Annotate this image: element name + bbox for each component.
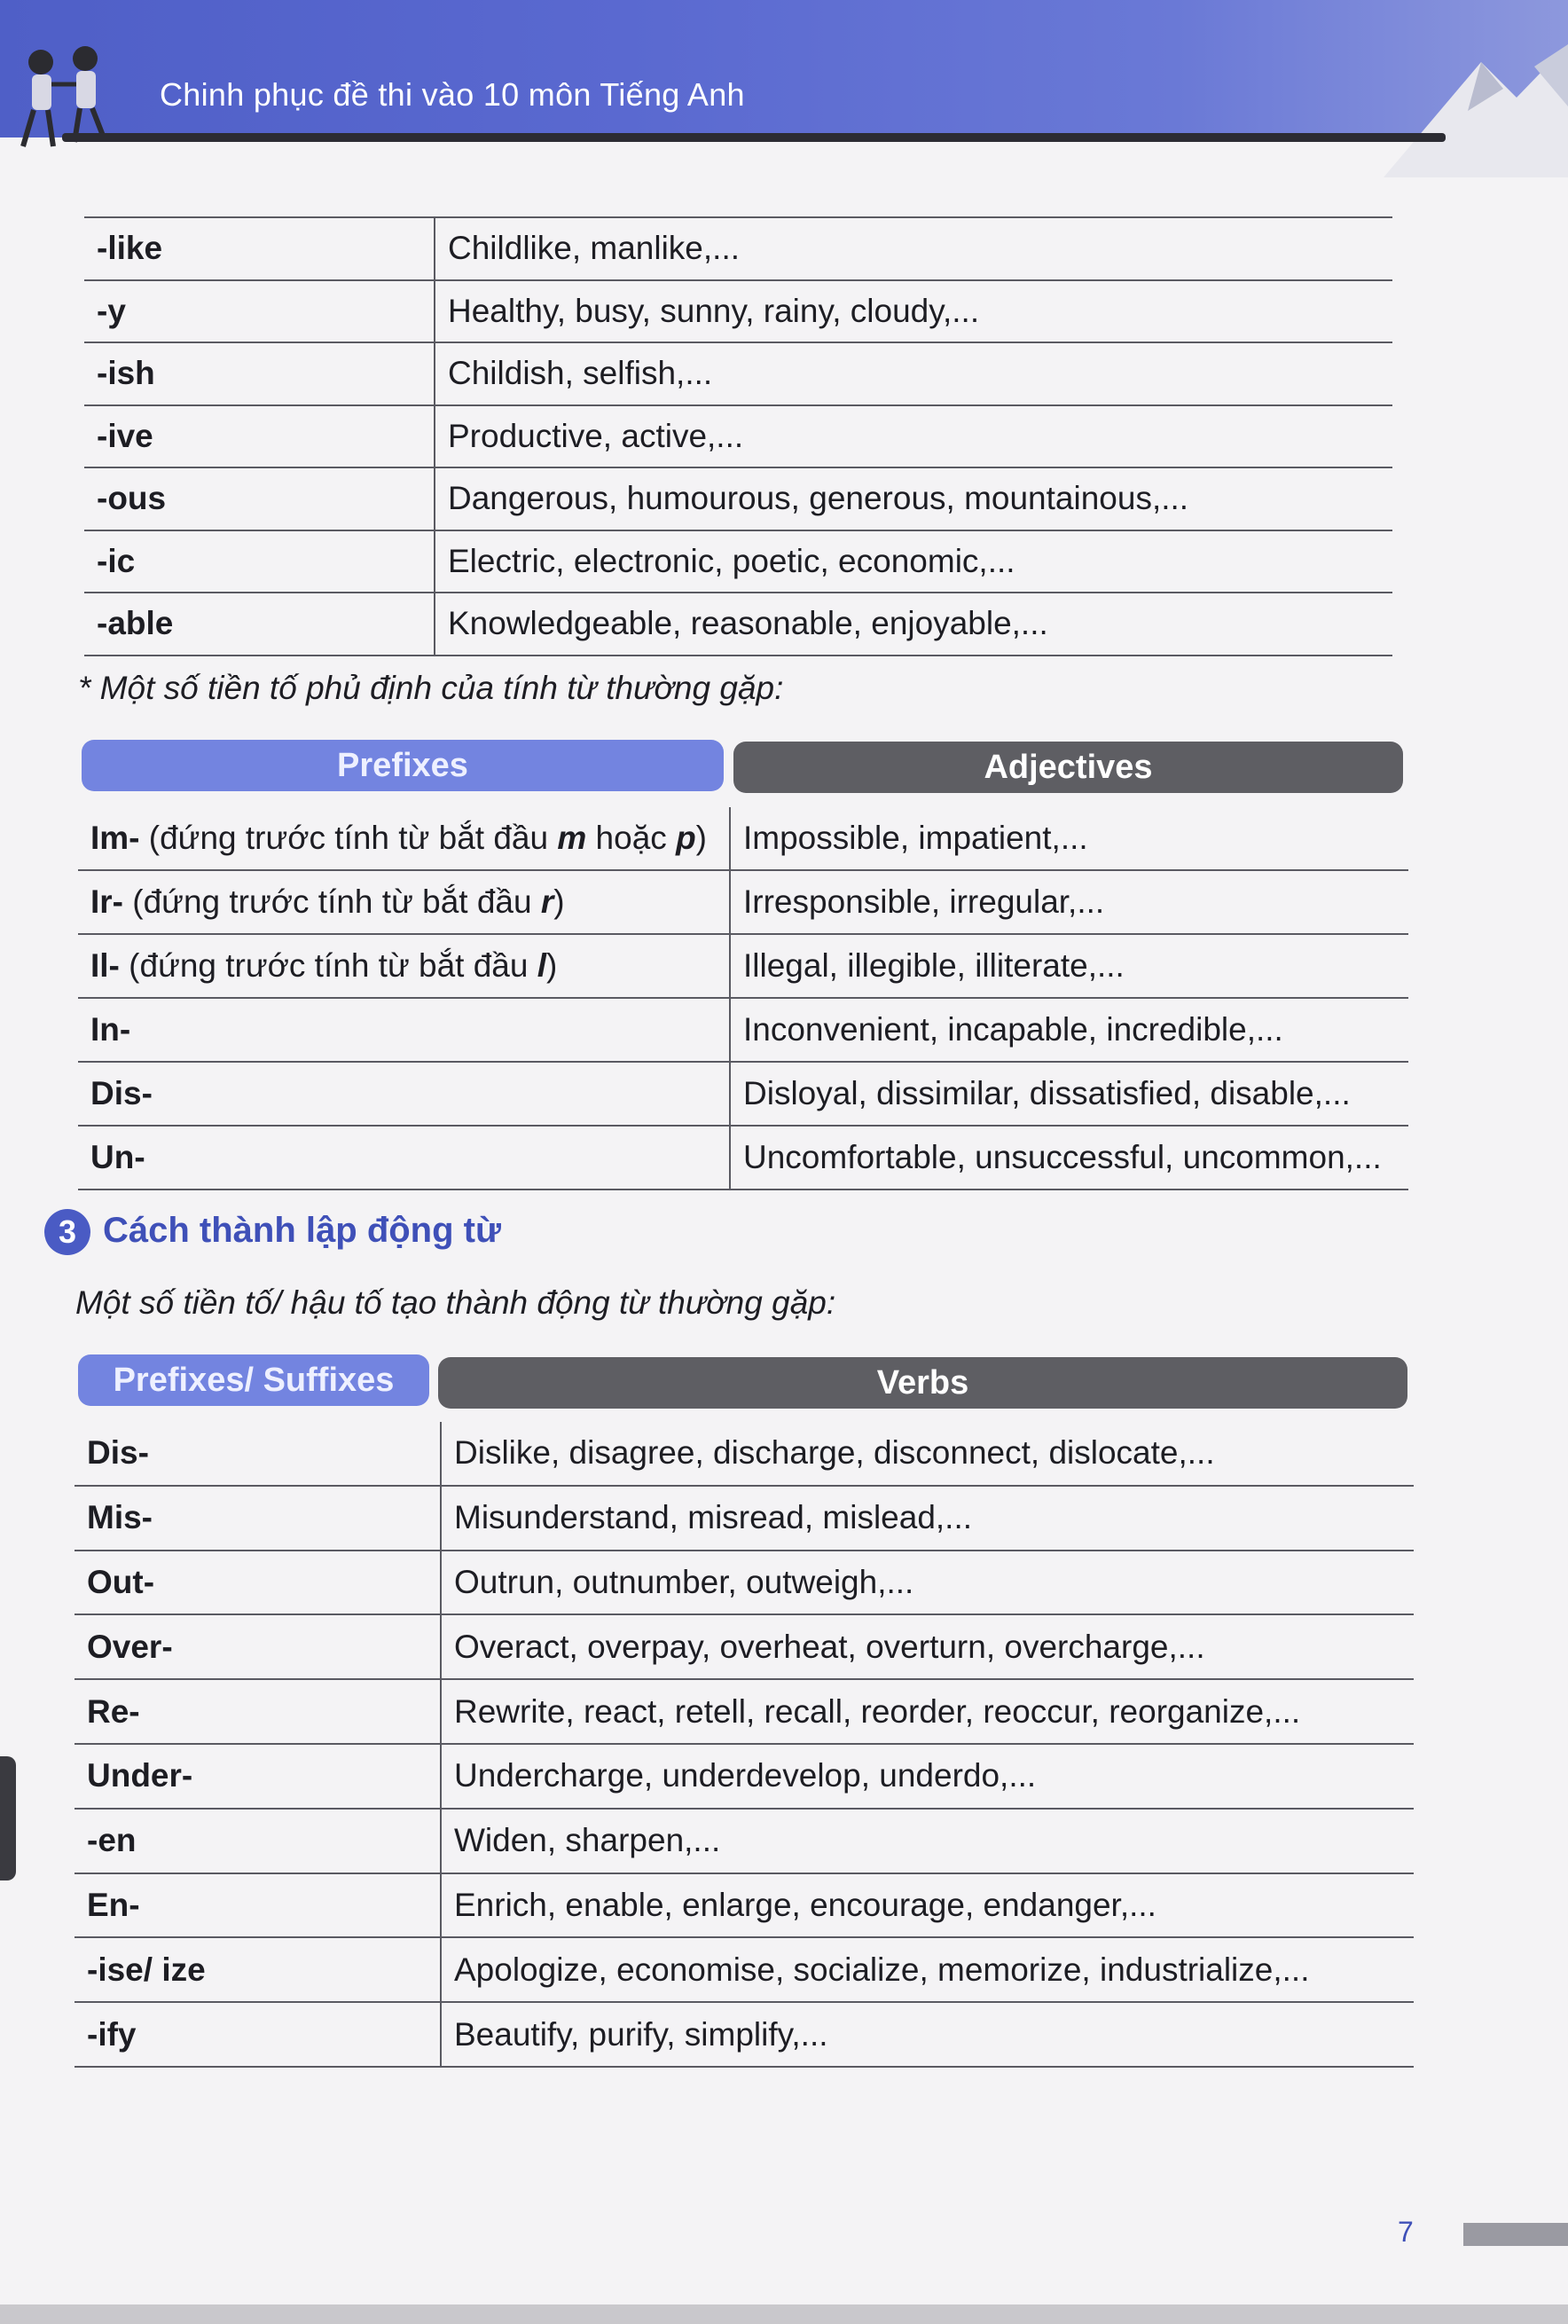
header-title: Chinh phục đề thi vào 10 môn Tiếng Anh	[160, 76, 745, 113]
prefix-letter: p	[676, 820, 696, 856]
examples-cell: Outrun, outnumber, outweigh,...	[441, 1551, 1414, 1615]
examples-cell: Impossible, impatient,...	[730, 807, 1408, 870]
examples-cell: Childish, selfish,...	[435, 342, 1392, 405]
prefix-note: )	[553, 883, 565, 920]
page-edge-shadow	[0, 1756, 16, 1880]
table-row	[78, 934, 1408, 998]
header-rule	[62, 133, 1446, 142]
prefix-label: Ir-	[90, 883, 123, 920]
affix-cell: -ise/ ize	[74, 1937, 441, 2002]
examples-cell: Childlike, manlike,...	[435, 217, 1392, 280]
adjectives-header: Adjectives	[733, 742, 1403, 793]
section-number-badge: 3	[44, 1209, 90, 1255]
examples-cell: Healthy, busy, sunny, rainy, cloudy,...	[435, 280, 1392, 343]
table-row	[78, 870, 1408, 934]
prefix-note: hoặc	[586, 820, 677, 856]
table-row	[74, 1422, 1414, 1486]
suffix-adjective-table	[84, 216, 1392, 656]
table-row	[84, 593, 1392, 656]
prefix-cell	[78, 1126, 730, 1189]
examples-cell: Illegal, illegible, illiterate,...	[730, 934, 1408, 998]
affix-cell: Mis-	[74, 1486, 441, 1551]
table-row	[74, 1551, 1414, 1615]
prefix-label: Dis-	[90, 1075, 153, 1111]
examples-cell: Productive, active,...	[435, 405, 1392, 468]
affix-cell: -en	[74, 1809, 441, 1873]
affix-cell: En-	[74, 1873, 441, 1938]
table-row	[74, 1679, 1414, 1744]
prefix-note: )	[546, 947, 558, 984]
table-row	[74, 2002, 1414, 2067]
examples-cell: Overact, overpay, overheat, overturn, overcharge,...	[441, 1614, 1414, 1679]
table-row	[84, 342, 1392, 405]
table-row	[84, 217, 1392, 280]
suffix-cell: -ish	[84, 342, 435, 405]
table-row	[78, 807, 1408, 870]
examples-cell: Dislike, disagree, discharge, disconnect, dislocate,...	[441, 1422, 1414, 1486]
page-number: 7	[1398, 2216, 1414, 2248]
examples-cell: Disloyal, dissimilar, dissatisfied, disable,...	[730, 1062, 1408, 1126]
header-band	[0, 0, 1568, 137]
suffix-cell: -ic	[84, 530, 435, 593]
table-row	[84, 530, 1392, 593]
examples-cell: Electric, electronic, poetic, economic,...	[435, 530, 1392, 593]
bottom-strip	[0, 2304, 1568, 2324]
table-row	[74, 1809, 1414, 1873]
suffix-cell: -able	[84, 593, 435, 656]
affix-cell: Dis-	[74, 1422, 441, 1486]
prefix-letter: l	[537, 947, 547, 984]
table-row	[74, 1744, 1414, 1809]
table-row	[74, 1614, 1414, 1679]
prefix-cell	[78, 1062, 730, 1126]
examples-cell: Apologize, economise, socialize, memorize, industrialize,...	[441, 1937, 1414, 2002]
examples-cell: Widen, sharpen,...	[441, 1809, 1414, 1873]
affix-cell: Over-	[74, 1614, 441, 1679]
section-title: Cách thành lập động từ	[103, 1211, 501, 1250]
suffix-cell: -like	[84, 217, 435, 280]
prefix-label: Il-	[90, 947, 120, 984]
examples-cell: Misunderstand, misread, mislead,...	[441, 1486, 1414, 1551]
examples-cell: Beautify, purify, simplify,...	[441, 2002, 1414, 2067]
verb-formation-table	[74, 1422, 1414, 2068]
table-row	[84, 467, 1392, 530]
negative-prefix-table	[78, 807, 1408, 1190]
examples-cell: Rewrite, react, retell, recall, reorder, reoccur, reorganize,...	[441, 1679, 1414, 1744]
prefix-note: (đứng trước tính từ bắt đầu	[139, 820, 558, 856]
table-row	[74, 1486, 1414, 1551]
prefix-label: Im-	[90, 820, 140, 856]
examples-cell: Uncomfortable, unsuccessful, uncommon,...	[730, 1126, 1408, 1189]
prefix-cell	[78, 807, 730, 870]
verbs-header: Verbs	[438, 1357, 1407, 1409]
examples-cell: Dangerous, humourous, generous, mountainous,...	[435, 467, 1392, 530]
examples-cell: Inconvenient, incapable, incredible,...	[730, 998, 1408, 1062]
affixes-header: Prefixes/ Suffixes	[78, 1354, 429, 1406]
examples-cell: Knowledgeable, reasonable, enjoyable,...	[435, 593, 1392, 656]
suffix-cell: -ous	[84, 467, 435, 530]
suffix-cell: -ive	[84, 405, 435, 468]
footer-bar	[1463, 2223, 1568, 2246]
prefix-note: )	[695, 820, 707, 856]
prefix-note: (đứng trước tính từ bắt đầu	[119, 947, 537, 984]
affix-cell: -ify	[74, 2002, 441, 2067]
examples-cell: Enrich, enable, enlarge, encourage, endanger,...	[441, 1873, 1414, 1938]
mountain-illustration	[1384, 27, 1568, 177]
table-row	[84, 280, 1392, 343]
table-row	[74, 1937, 1414, 2002]
examples-cell: Irresponsible, irregular,...	[730, 870, 1408, 934]
section-intro: Một số tiền tố/ hậu tố tạo thành động từ thường gặp:	[75, 1284, 836, 1321]
prefix-letter: m	[557, 820, 587, 856]
suffix-cell: -y	[84, 280, 435, 343]
prefixes-header: Prefixes	[82, 740, 724, 791]
table-row	[74, 1873, 1414, 1938]
prefix-cell	[78, 934, 730, 998]
prefix-note: (đứng trước tính từ bắt đầu	[123, 883, 541, 920]
prefix-label: In-	[90, 1011, 131, 1048]
table-row	[78, 1062, 1408, 1126]
table-row	[78, 1126, 1408, 1189]
table-row	[78, 998, 1408, 1062]
table-row	[84, 405, 1392, 468]
affix-cell: Under-	[74, 1744, 441, 1809]
affix-cell: Out-	[74, 1551, 441, 1615]
prefix-cell	[78, 870, 730, 934]
negative-prefix-note: * Một số tiền tố phủ định của tính từ thường gặp:	[78, 670, 784, 706]
affix-cell: Re-	[74, 1679, 441, 1744]
prefix-label: Un-	[90, 1139, 145, 1175]
prefix-cell	[78, 998, 730, 1062]
examples-cell: Undercharge, underdevelop, underdo,...	[441, 1744, 1414, 1809]
prefix-letter: r	[540, 883, 554, 920]
